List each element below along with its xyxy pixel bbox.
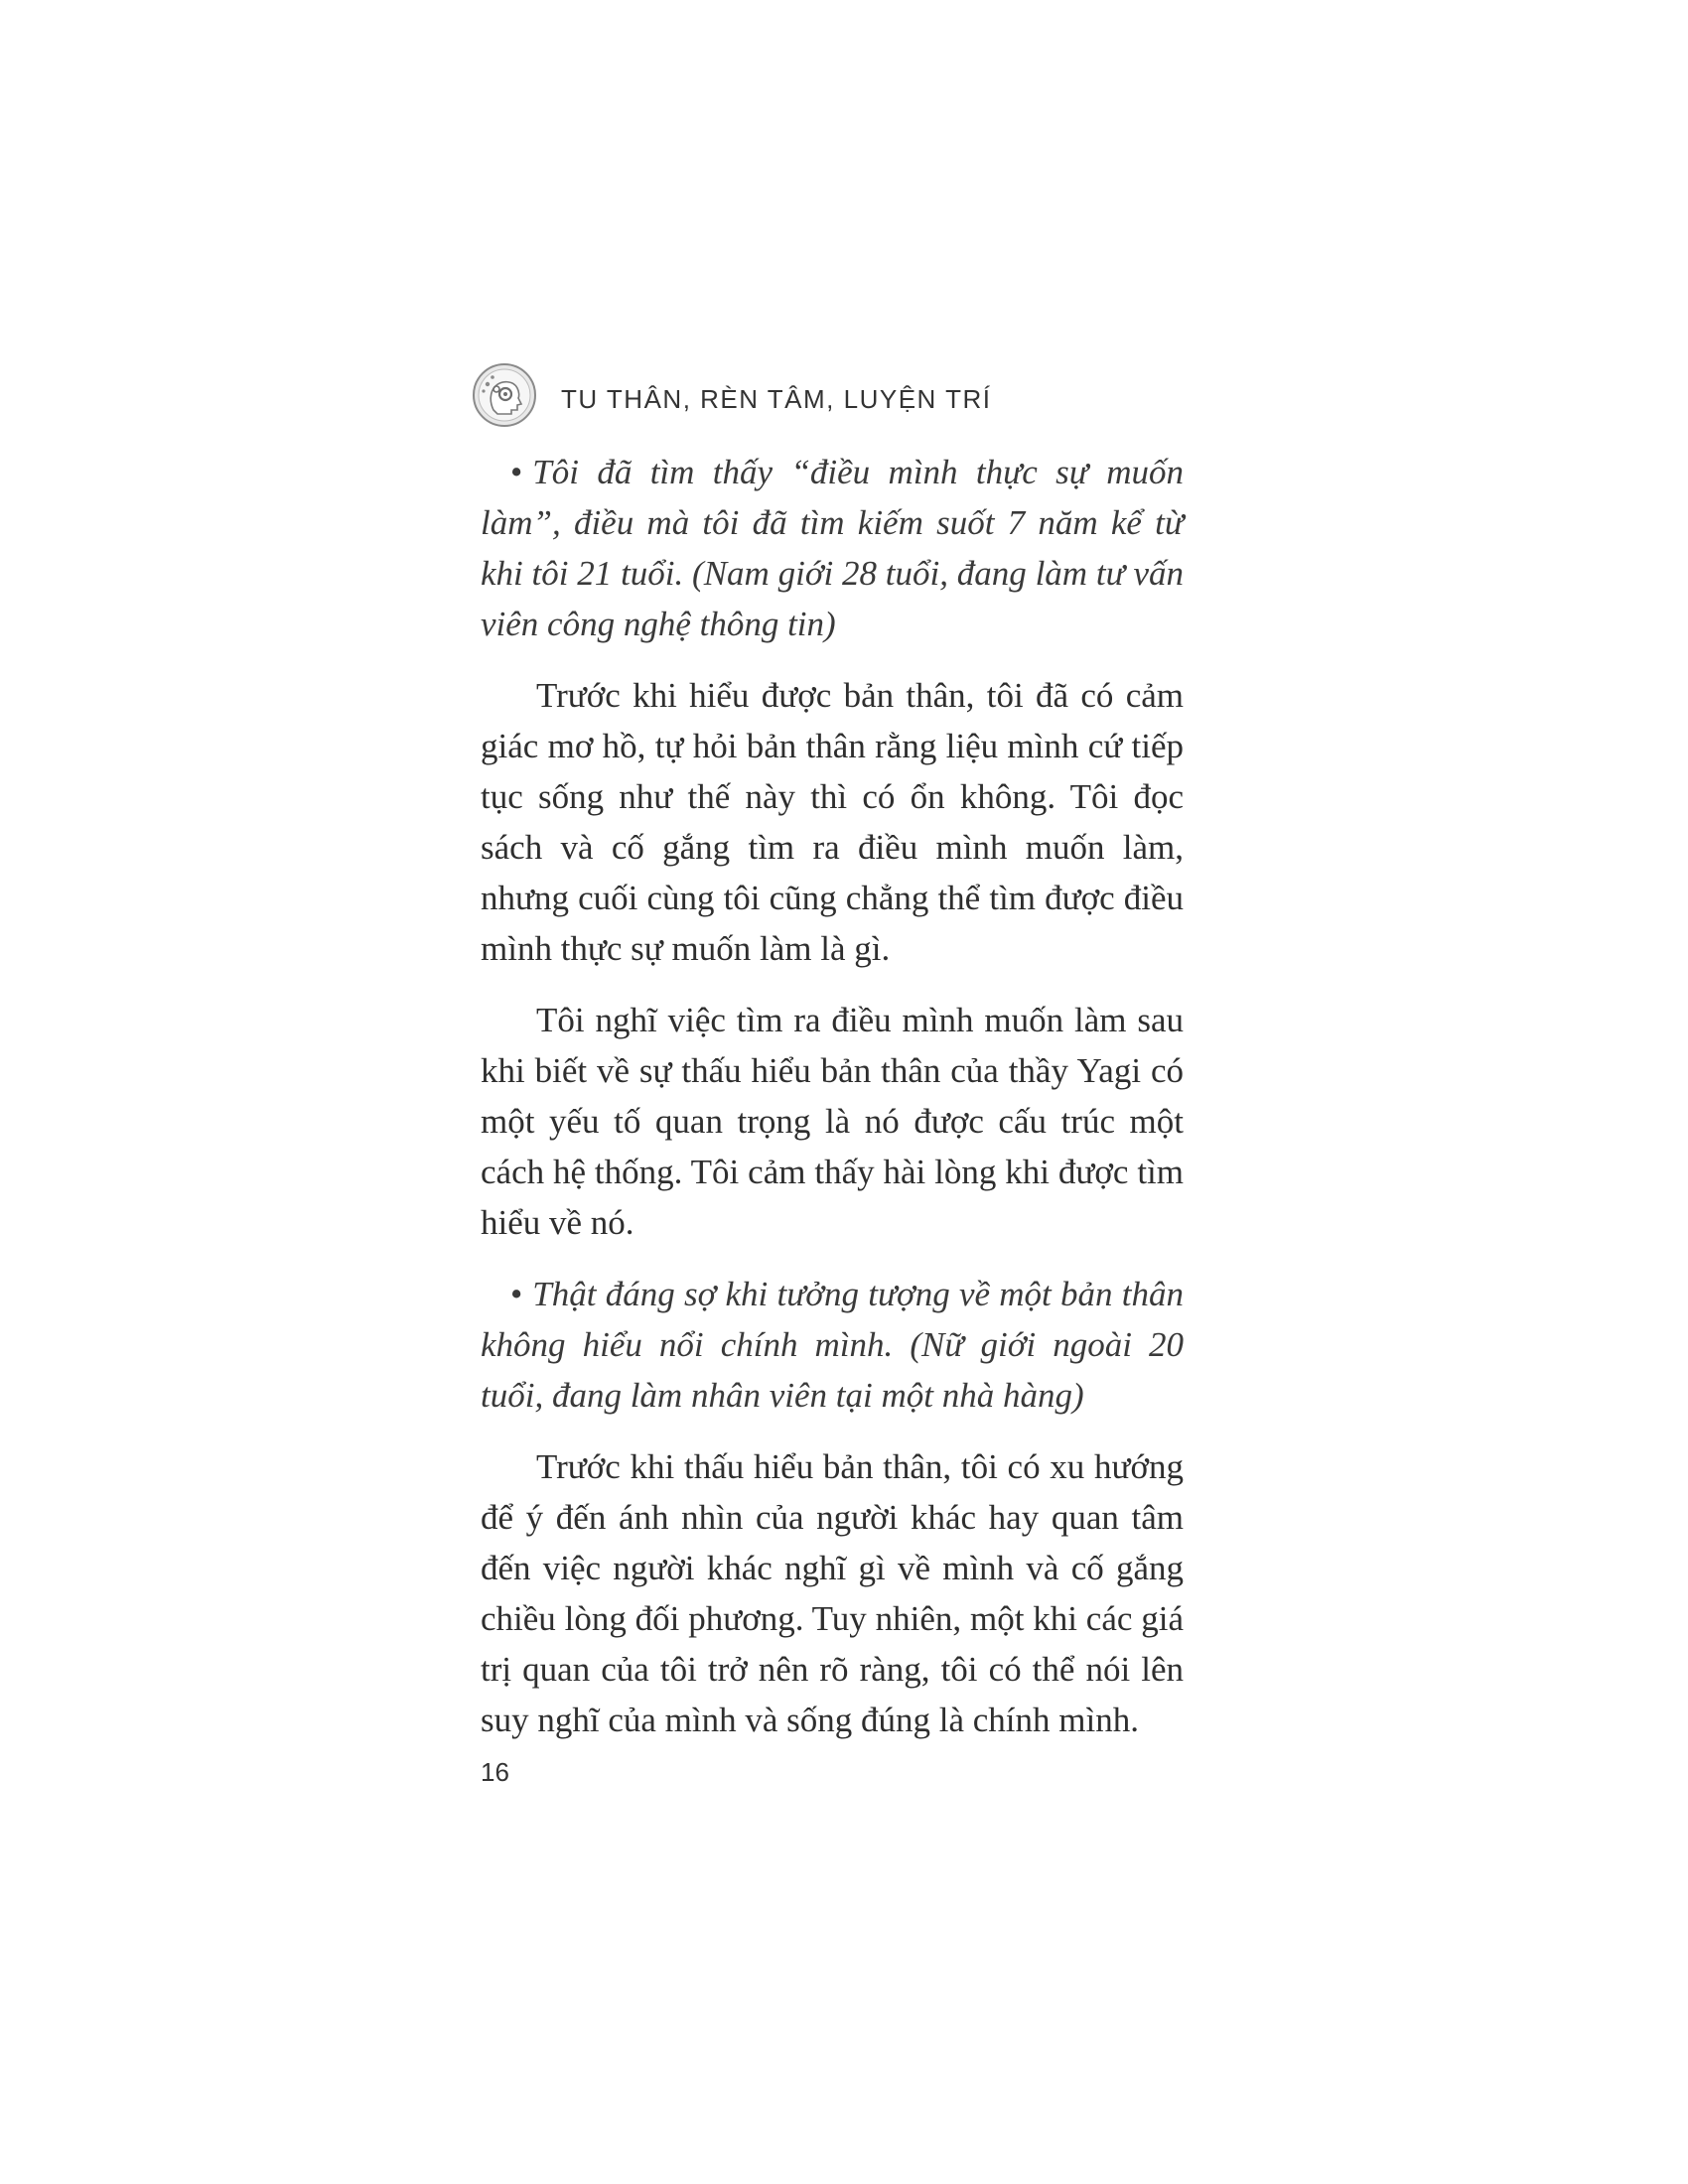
testimonial-quote <box>481 447 1184 649</box>
body-paragraph: Trước khi thấu hiểu bản thân, tôi có xu hướng để ý đến ánh nhìn của người khác hay quan tâm đến việc người khác nghĩ gì về mình và cố gắng chiều lòng đối phương. Tuy nhiên, một khi các giá trị quan của tôi trở nên rõ ràng, tôi có thể nói lên suy nghĩ của mình và sống đúng là chính mình. <box>481 1447 1184 1739</box>
head-with-gears-icon <box>472 362 537 428</box>
bullet-marker: • <box>510 453 523 491</box>
running-header-title: TU THÂN, RÈN TÂM, LUYỆN TRÍ <box>561 383 992 414</box>
quote-text: Thật đáng sợ khi tưởng tượng về một bản thân không hiểu nổi chính mình. (Nữ giới ngoài 20 tuổi, đang làm nhân viên tại một nhà hàng) <box>481 1275 1184 1415</box>
running-header <box>472 355 991 435</box>
bullet-marker: • <box>510 1275 523 1313</box>
body-text <box>481 447 1184 1766</box>
page-number: 16 <box>481 1757 509 1787</box>
body-paragraph: Tôi nghĩ việc tìm ra điều mình muốn làm sau khi biết về sự thấu hiểu bản thân của thầy Yagi có một yếu tố quan trọng là nó được cấu trúc một cách hệ thống. Tôi cảm thấy hài lòng khi được tìm hiểu về nó. <box>481 1001 1184 1242</box>
testimonial-quote <box>481 1269 1184 1421</box>
quote-text: Tôi đã tìm thấy “điều mình thực sự muốn làm”, điều mà tôi đã tìm kiếm suốt 7 năm kể từ khi tôi 21 tuổi. (Nam giới 28 tuổi, đang làm tư vấn viên công nghệ thông tin) <box>481 453 1184 643</box>
body-paragraph: Trước khi hiểu được bản thân, tôi đã có cảm giác mơ hồ, tự hỏi bản thân rằng liệu mình cứ tiếp tục sống như thế này thì có ổn không. Tôi đọc sách và cố gắng tìm ra điều mình muốn làm, nhưng cuối cùng tôi cũng chẳng thể tìm được điều mình thực sự muốn làm là gì. <box>481 676 1184 968</box>
